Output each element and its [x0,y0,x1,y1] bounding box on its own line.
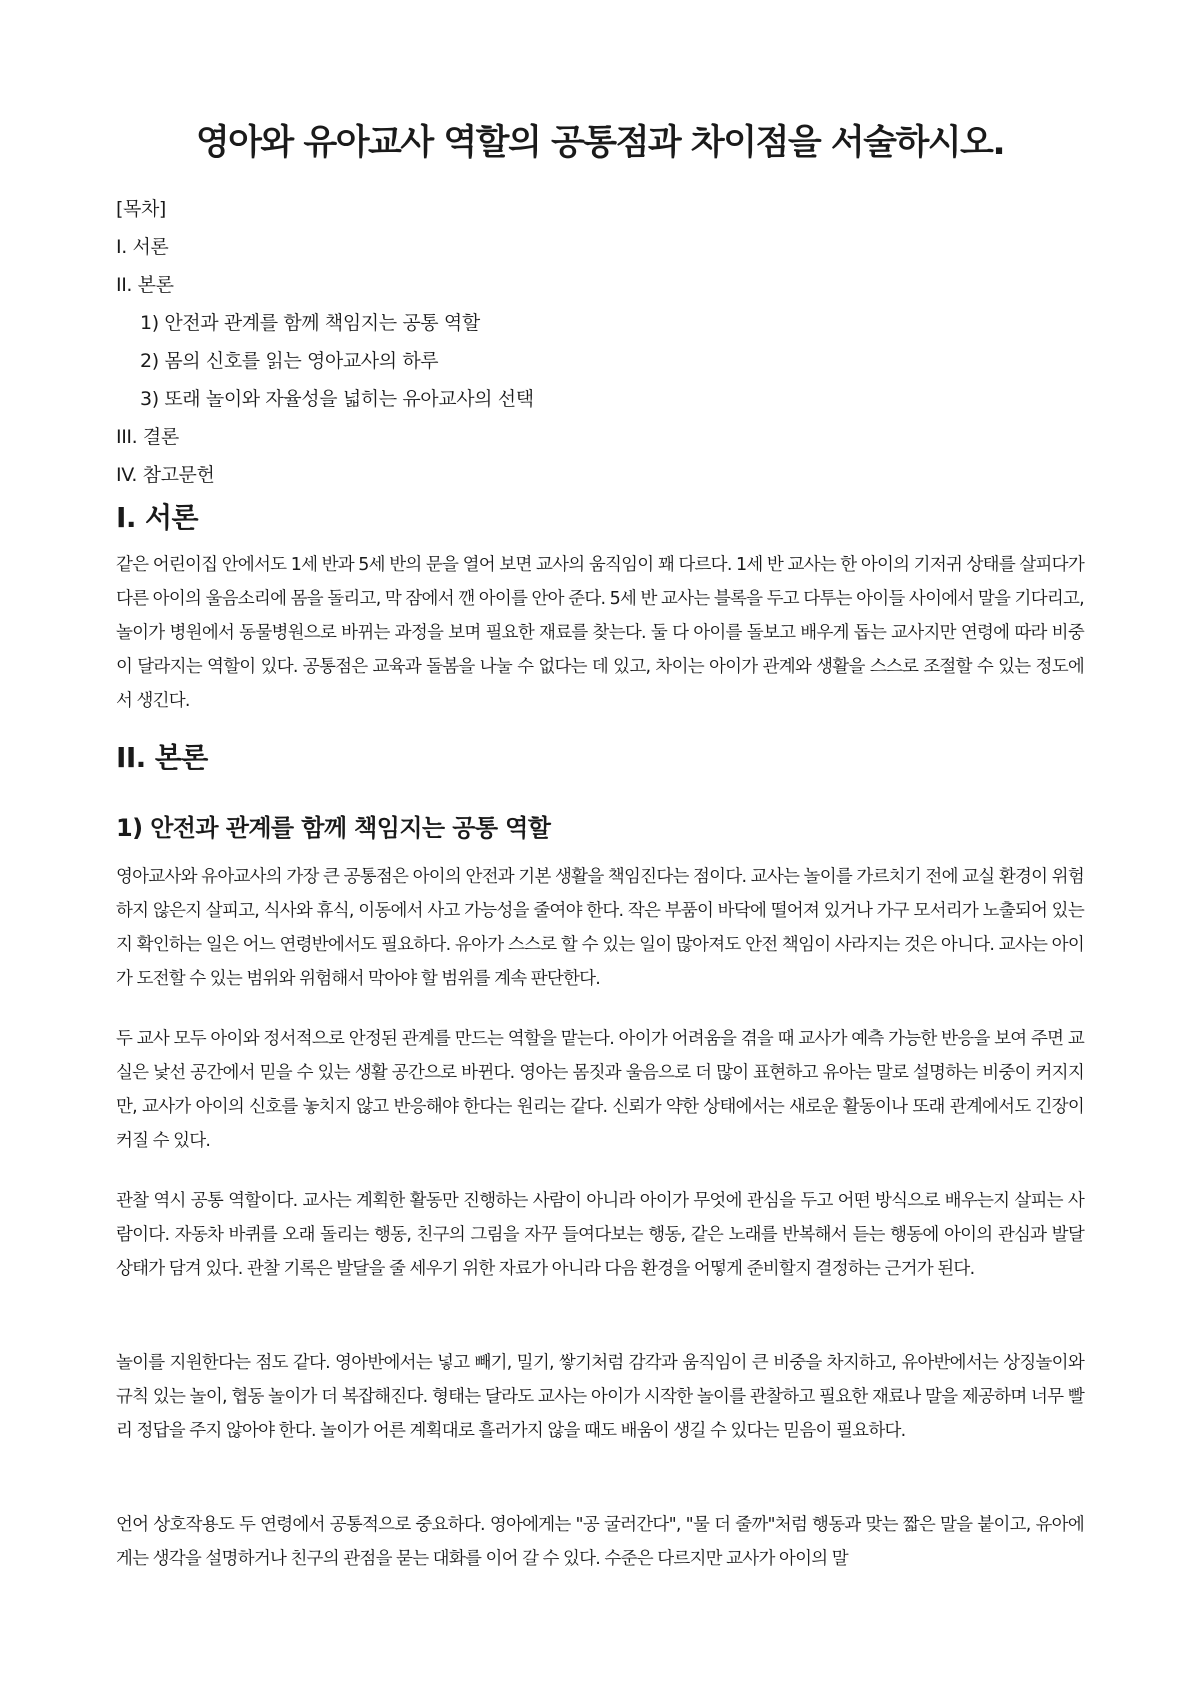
toc-heading: [목차] [116,198,166,220]
intro-paragraph: 같은 어린이집 안에서도 1세 반과 5세 반의 문을 열어 보면 교사의 움직임이 꽤 다르다. 1세 반 교사는 한 아이의 기저귀 상태를 살피다가 다른 아이의 울음소리에 몸을 돌리고, 막 잠에서 깬 아이를 안아 준다. 5세 반 교사는 블록을 두고 다투는 아이들 사이에서 말을 기다리고, 놀이가 병원에서 동물병원으로 바뀌는 과정을 보며 필요한 재료를 찾는다. 둘 다 아이를 돌보고 배우게 돕는 교사지만 연령에 따라 비중이 달라지는 역할이 있다. 공통점은 교육과 돌봄을 나눌 수 없다는 데 있고, 차이는 아이가 관계와 생활을 스스로 조절할 수 있는 정도에서 생긴다. [116,555,1084,711]
body-sub1-paragraph-4: 놀이를 지원한다는 점도 같다. 영아반에서는 넣고 빼기, 밀기, 쌓기처럼 감각과 움직임이 큰 비중을 차지하고, 유아반에서는 상징놀이와 규칙 있는 놀이, 협동 놀이가 더 복잡해진다. 형태는 달라도 교사는 아이가 시작한 놀이를 관찰하고 필요한 재료나 말을 제공하며 너무 빨리 정답을 주지 않아야 한다. 놀이가 어른 계획대로 흘러가지 않을 때도 배움이 생길 수 있다는 믿음이 필요하다. [116,1353,1084,1441]
body-sub1-paragraph-5: 언어 상호작용도 두 연령에서 공통적으로 중요하다. 영아에게는 "공 굴러간다", "물 더 줄까"처럼 행동과 맞는 짧은 말을 붙이고, 유아에게는 생각을 설명하거나 친구의 관점을 묻는 대화를 이어 갈 수 있다. 수준은 다르지만 교사가 아이의 말 [116,1515,1084,1569]
toc-item-intro: I. 서론 [116,236,169,258]
body-sub1-heading: 1) 안전과 관계를 함께 책임지는 공통 역할 [116,814,551,842]
document-title: 영아와 유아교사 역할의 공통점과 차이점을 서술하시오. [195,123,1005,163]
body-heading: II. 본론 [116,741,208,774]
body-sub1-paragraph-2: 두 교사 모두 아이와 정서적으로 안정된 관계를 만드는 역할을 맡는다. 아이가 어려움을 겪을 때 교사가 예측 가능한 반응을 보여 주면 교실은 낯선 공간에서 믿을 수 있는 생활 공간으로 바뀐다. 영아는 몸짓과 울음으로 더 많이 표현하고 유아는 말로 설명하는 비중이 커지지만, 교사가 아이의 신호를 놓치지 않고 반응해야 한다는 원리는 같다. 신뢰가 약한 상태에서는 새로운 활동이나 또래 관계에서도 긴장이 커질 수 있다. [116,1029,1084,1151]
toc-item-body: II. 본론 [116,274,174,296]
body-sub1-paragraph-1: 영아교사와 유아교사의 가장 큰 공통점은 아이의 안전과 기본 생활을 책임진다는 점이다. 교사는 놀이를 가르치기 전에 교실 환경이 위험하지 않은지 살피고, 식사와 휴식, 이동에서 사고 가능성을 줄여야 한다. 작은 부품이 바닥에 떨어져 있거나 가구 모서리가 노출되어 있는지 확인하는 일은 어느 연령반에서도 필요하다. 유아가 스스로 할 수 있는 일이 많아져도 안전 책임이 사라지는 것은 아니다. 교사는 아이가 도전할 수 있는 범위와 위험해서 막아야 할 범위를 계속 판단한다. [116,867,1084,989]
toc-item-body-2: 2) 몸의 신호를 읽는 영아교사의 하루 [140,350,439,372]
toc-item-references: IV. 참고문헌 [116,464,215,486]
toc-item-body-3: 3) 또래 놀이와 자율성을 넓히는 유아교사의 선택 [140,388,534,410]
toc-item-conclusion: III. 결론 [116,426,179,448]
body-sub1-paragraph-3: 관찰 역시 공통 역할이다. 교사는 계획한 활동만 진행하는 사람이 아니라 아이가 무엇에 관심을 두고 어떤 방식으로 배우는지 살피는 사람이다. 자동차 바퀴를 오래 돌리는 행동, 친구의 그림을 자꾸 들여다보는 행동, 같은 노래를 반복해서 듣는 행동에 아이의 관심과 발달 상태가 담겨 있다. 관찰 기록은 발달을 줄 세우기 위한 자료가 아니라 다음 환경을 어떻게 준비할지 결정하는 근거가 된다. [116,1191,1084,1279]
toc-item-body-1: 1) 안전과 관계를 함께 책임지는 공통 역할 [140,312,480,334]
intro-heading: I. 서론 [116,501,198,534]
table-of-contents [116,190,1084,494]
